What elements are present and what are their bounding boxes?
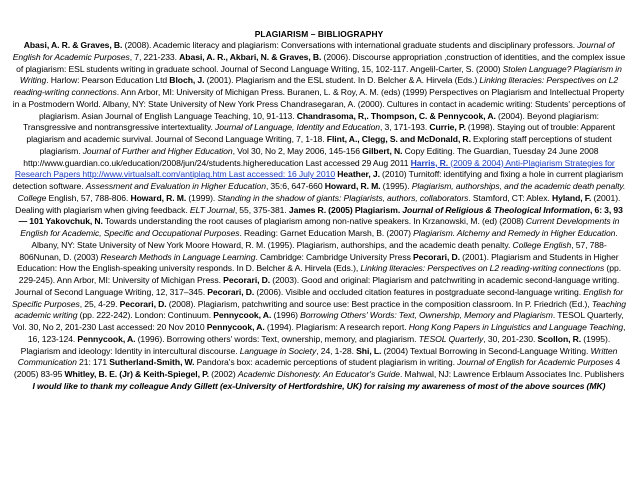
work-title: Academic Dishonesty. An Educator's Guide <box>237 369 401 379</box>
author-name: Pecorari, D. <box>223 275 271 285</box>
work-title: Standing in the shadow of giants: Plagiarists, authors, collaborators <box>217 192 469 203</box>
text-run: , 7, 221-233. <box>129 51 180 62</box>
text-run: (2002) <box>209 369 238 379</box>
text-run: , 25, 4-29. <box>79 298 120 309</box>
page-title: PLAGIARISM – BIBLIOGRAPHY <box>254 29 384 39</box>
emphasis-text: Journal of Religious & Theological Information <box>402 204 590 215</box>
work-title: Plagiarism. Alchemy and Remedy in Higher Education <box>413 228 616 238</box>
text-run: Copy Editing. The Guardian, Tuesday 24 June 2008 http://www.guardian.co.uk/education/2008/jun/24/students.highereducation Last accessed 29 Aug 2011 <box>23 145 599 168</box>
text-run: (2006). Discourse appropriation ,construction of identities, and the complex issue of plagiarism: ESL students writing in graduate school. Journal of Second Language Writing, 15, 102-117. Angelil-Carter, S. (2000) <box>16 51 626 74</box>
author-name: James R. (2005) Plagiarism. <box>288 204 403 215</box>
author-name: Gilbert, N. <box>362 145 403 156</box>
work-title: ELT Journal <box>189 204 235 215</box>
text-run: Exploring staff perceptions of student plagiarism. <box>39 134 612 156</box>
text-run: (1995). <box>380 181 412 191</box>
author-name: Hyland, F. <box>551 192 592 203</box>
author-name: Howard, R. M. <box>130 192 187 203</box>
work-title: Linking literacies: Perspectives on L2 reading-writing connections <box>360 263 605 274</box>
author-name: Sutherland-Smith, W. <box>109 357 195 368</box>
work-title: Language in Society <box>239 345 317 356</box>
author-name: Scollon, R. <box>537 333 582 344</box>
author-name: Heather, J. <box>337 169 380 180</box>
work-title: Written Communication <box>17 345 618 368</box>
text-run: (2004) Textual Borrowing in Second-Language Writing. <box>381 345 591 356</box>
author-name: Abasi, A. R. & Graves, B. <box>23 40 123 50</box>
work-title: Journal of Further and Higher Education <box>82 145 233 156</box>
text-run: (2001). Plagiarism and the ESL student. In D. Belcher & A. Hirvela (Eds.) <box>204 75 480 86</box>
work-title: Journal of English for Academic Purposes <box>12 40 615 62</box>
author-name: Yakovchuk, N. <box>45 216 103 227</box>
text-run: (1994). Plagiarism: A research report. <box>264 322 409 332</box>
work-title: Journal of English for Academic Purposes <box>457 357 614 368</box>
text-run: 21: 171 <box>76 357 110 368</box>
author-name: Pecorari, D. <box>207 286 255 297</box>
author-name: Abasi, A. R., Akbari, N. & Graves, B. <box>179 51 322 62</box>
author-name: Shi, L. <box>356 345 382 356</box>
text-run: . Ann Arbor, MI: University of Michigan Press. Buranen, L. & Roy, A. M. (eds) (1999) Perspectives on Plagiarism and Intellectual Property in a Postmodern World. Albany, NY: State University of New York Press Chandrasegaran, A. (2000). Cultures in contact in academic writing: Students' perceptions of plagiarism. Asian Journal of English Language Teaching, 10, 91-113. <box>12 87 626 121</box>
text-run: (1999). <box>186 192 218 203</box>
text-run: , 35:6, 647-660 <box>265 181 325 191</box>
work-title: Linking literacies: Perspectives on L2 reading-writing connections <box>13 75 619 97</box>
author-name: Pecorari, D. <box>412 251 460 262</box>
work-title: Borrowing Others' Words: Text, Ownership, Memory and Plagiarism <box>300 310 553 321</box>
text-run: , 30, 201-230. <box>483 333 538 344</box>
text-run: . Mahwal, NJ: Lawrence Erblaum Associates Inc. Publishers <box>400 369 625 379</box>
text-run: (2003). Good and original: Plagiarism and patchwriting in academic second-language writing. Journal of Second Language Writing, 12, 317–345. <box>14 275 620 297</box>
work-title: College English <box>512 239 572 250</box>
text-run: (2004). Beyond plagiarism: Transgressive and nontransgressive intertextuality. <box>23 110 600 133</box>
text-run: , 57, 788-806Nunan, D. (2003) <box>19 239 607 262</box>
author-name: Pennycook, A. <box>77 333 136 344</box>
reference-link[interactable]: Harris, R. <box>410 157 449 168</box>
text-run: . Cambridge: Cambridge University Press <box>255 251 413 262</box>
text-run: Pandora's box: academic perceptions of student plagiarism in writing. <box>194 357 458 368</box>
work-title: Assessment and Evaluation in Higher Education <box>85 181 266 191</box>
text-run: (2008). Academic literacy and plagiarism: Conversations with international graduate students and disciplinary professors. <box>122 40 578 50</box>
text-run: , 3, 171-193. <box>380 122 430 133</box>
text-run: , 16, 123-124. <box>27 322 626 344</box>
text-run: 4 (2005) 83-95 <box>13 357 621 379</box>
text-run: (pp. 229-245). Ann Arbor, MI: University of Michigan Press. <box>18 263 622 285</box>
author-name: Howard, R. M. <box>324 181 381 191</box>
text-run: , 55, 375-381. <box>234 204 289 215</box>
text-run: (2008). Plagiarism, patchwriting and source use: Best practice in the composition classroom. In P. Friedrich (Ed.), <box>166 298 592 309</box>
text-run: (1995). Plagiarism and ideology: Identity in intercultural discourse. <box>20 333 611 356</box>
work-title: TESOL Quarterly <box>418 333 484 344</box>
text-run: . Harlow: Pearson Education Ltd <box>46 75 170 86</box>
author-name: Pennycook, A. <box>206 322 265 332</box>
author-name: Pennycook, A. <box>213 310 272 321</box>
author-name: , 6: 3, 93 — 101 <box>18 204 623 227</box>
text-run: (2001). Dealing with plagiarism when giving feedback. <box>15 192 621 215</box>
author-name: Chandrasoma, R,. Thompson, C. & Pennycook, A. <box>296 110 496 121</box>
work-title: Hong Kong Papers in Linguistics and Language Teaching <box>408 322 624 332</box>
text-run: . TESOL Quarterly, Vol. 30, No 2, 201-230 Last accessed: 20 Nov 2010 <box>12 310 624 332</box>
author-name: Flint, A., Clegg, S. and McDonald, R. <box>326 134 471 144</box>
author-name: Whitley, B. E. (Jr) & Keith-Spiegel, P. <box>64 369 209 379</box>
reference-link[interactable]: (2009 & 2004) Anti-Plagiarism Strategies for Research Papers http://www.virtualsalt.com/antiplag.htm Last accessed: 16 July 2010 <box>14 157 615 180</box>
work-title: Journal of Language, Identity and Education <box>215 122 381 133</box>
text-run: (1996) <box>271 310 301 321</box>
text-run: (2010) Turnitoff: identifying and fixing a hole in current plagiarism detection software. <box>12 169 624 191</box>
text-run: . Stamford, CT: Ablex. <box>468 192 552 203</box>
work-title: Research Methods in Language Learning <box>100 251 256 262</box>
text-run: (pp. 222-242). London: Continuum. <box>77 310 214 321</box>
bibliography-text <box>12 40 626 393</box>
text-run: English, 57, 788-806. <box>46 192 131 203</box>
emphasis-text: I would like to thank my colleague Andy Gillett (ex-University of Hertfordshire, UK) for raising my awareness of most of the above sources (MK) <box>32 380 606 391</box>
text-run: (1996). Borrowing others' words: Text, ownership, memory, and plagiarism. <box>135 333 419 344</box>
work-title: Plagiarism, authorships, and the academic death penalty. College <box>17 181 626 203</box>
text-run: . Albany, NY: State University of New York Moore Howard, R. M. (1995). Plagiarism, authorships, and the academic death penalty. <box>31 228 618 250</box>
author-name: Bloch, J. <box>169 75 205 86</box>
work-title: English for Specific Purposes <box>12 286 624 309</box>
text-run: (2006). Visible and occluded citation features in postgraduate second-language writing. <box>254 286 584 297</box>
text-run: Towards understanding the root causes of plagiarism among non-native speakers. In Krzanowski, M. (ed) (2008) <box>102 216 526 227</box>
text-run: , 24, 1-28. <box>316 345 357 356</box>
author-name: Currie, P. <box>429 122 466 133</box>
text-run: , Vol 30, No 2, May 2006, 145-156 <box>232 145 363 156</box>
text-run: . Reading: Garnet Education Marsh, B. (2007) <box>239 228 414 238</box>
work-title: Teaching academic writing <box>14 298 627 321</box>
text-run: (2001). Plagiarism and Students in Higher Education: How the English-speaking university responds. In D. Belcher & A. Hirvela (Eds.), <box>16 251 619 274</box>
author-name: Pecorari, D. <box>119 298 167 309</box>
work-title: Current Developments in English for Academic, Specific and Occupational Purposes <box>20 216 620 238</box>
work-title: Stolen Language? Plagiarism in Writing <box>19 63 622 86</box>
text-run: (1998). Staying out of trouble: Apparent plagiarism and academic survival. Journal of Second Language Writing, 7, 1-18. <box>26 122 615 144</box>
